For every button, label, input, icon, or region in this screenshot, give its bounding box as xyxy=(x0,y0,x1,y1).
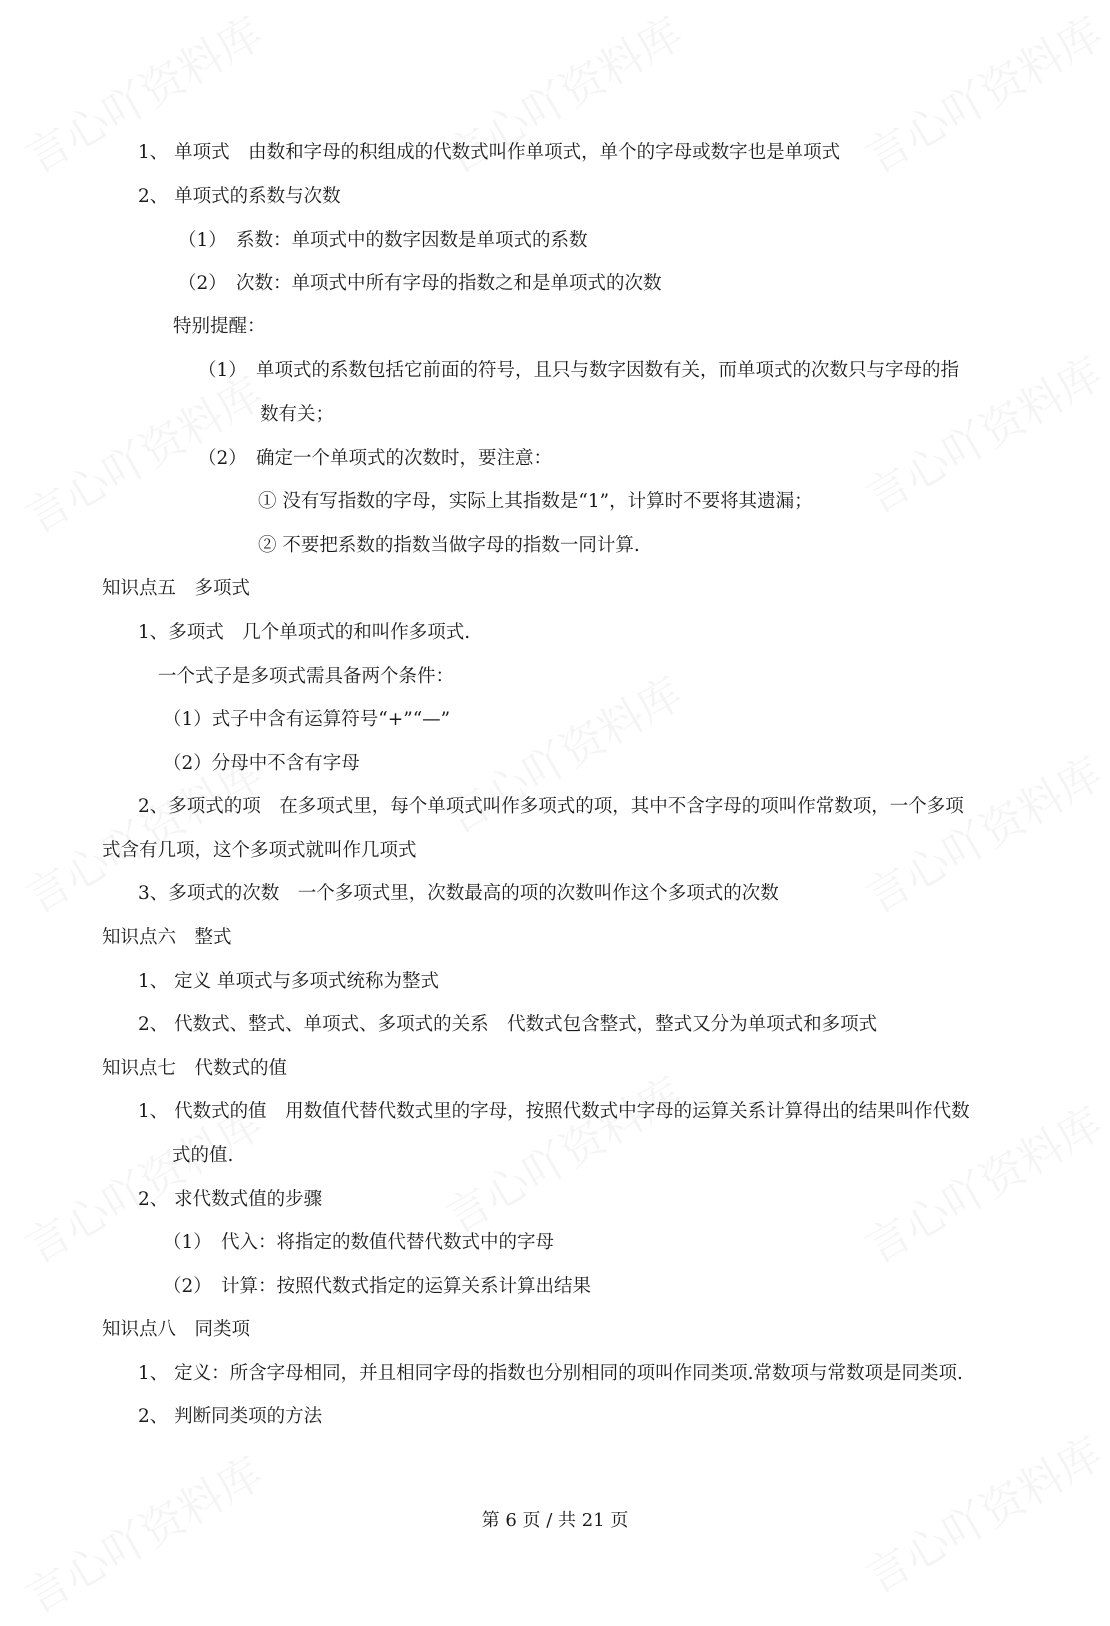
watermark xyxy=(852,738,1110,925)
sub-item: （1） 代入：将指定的数值代替代数式中的字母 xyxy=(163,1232,555,1253)
section-heading: 知识点五 多项式 xyxy=(102,578,251,599)
watermark xyxy=(852,0,1110,186)
sub-item: （2）分母中不含有字母 xyxy=(163,753,360,774)
watermark xyxy=(432,1058,693,1245)
list-item: 2、 求代数式值的步骤 xyxy=(138,1189,323,1210)
list-item: 1、 单项式 由数和字母的积组成的代数式叫作单项式，单个的字母或数字也是单项式 xyxy=(138,142,841,163)
list-item: 1、 代数式的值 用数值代替代数式里的字母，按照代数式中字母的运算关系计算得出的结果叫作代数 xyxy=(138,1101,970,1122)
list-item: 2、 代数式、整式、单项式、多项式的关系 代数式包含整式，整式又分为单项式和多项式 xyxy=(138,1014,878,1035)
sub-item: （1） 系数：单项式中的数字因数是单项式的系数 xyxy=(178,230,588,251)
sub-item: （2） 次数：单项式中所有字母的指数之和是单项式的次数 xyxy=(178,273,662,294)
list-item-continuation: 式含有几项，这个多项式就叫作几项式 xyxy=(102,840,417,861)
list-item: 1、多项式 几个单项式的和叫作多项式. xyxy=(138,622,471,643)
page-number-footer: 第 6 页 / 共 21 页 xyxy=(481,1510,629,1531)
section-heading: 知识点八 同类项 xyxy=(102,1319,251,1340)
sub-item: （1） 单项式的系数包括它前面的符号，且只与数字因数有关，而单项式的次数只与字母的指 xyxy=(198,360,960,381)
section-heading: 知识点七 代数式的值 xyxy=(102,1058,288,1079)
sub-item-continuation: 数有关； xyxy=(260,404,335,425)
list-item: 2、多项式的项 在多项式里，每个单项式叫作多项式的项，其中不含字母的项叫作常数项，一个多项 xyxy=(138,796,964,817)
list-item-continuation: 式的值. xyxy=(172,1145,234,1166)
sub-sub-item: ① 没有写指数的字母，实际上其指数是“1”，计算时不要将其遗漏； xyxy=(258,491,813,512)
sub-sub-item: ② 不要把系数的指数当做字母的指数一同计算. xyxy=(258,535,640,556)
list-item: 2、 判断同类项的方法 xyxy=(138,1406,323,1427)
section-heading: 知识点六 整式 xyxy=(102,927,232,948)
list-item: 2、 单项式的系数与次数 xyxy=(138,186,341,207)
watermark xyxy=(12,1438,273,1625)
sub-item: （1）式子中含有运算符号“+”“—” xyxy=(163,709,451,730)
list-item: 1、 定义：所含字母相同，并且相同字母的指数也分别相同的项叫作同类项.常数项与常数项是同类项. xyxy=(138,1363,963,1384)
sub-item: （2） 计算：按照代数式指定的运算关系计算出结果 xyxy=(163,1276,592,1297)
list-item: 1、 定义 单项式与多项式统称为整式 xyxy=(138,971,440,992)
list-item: 3、多项式的次数 一个多项式里，次数最高的项的次数叫作这个多项式的次数 xyxy=(138,883,779,904)
paragraph: 一个式子是多项式需具备两个条件： xyxy=(158,666,455,687)
sub-item: （2） 确定一个单项式的次数时，要注意： xyxy=(198,448,553,469)
note-heading: 特别提醒： xyxy=(173,316,266,337)
